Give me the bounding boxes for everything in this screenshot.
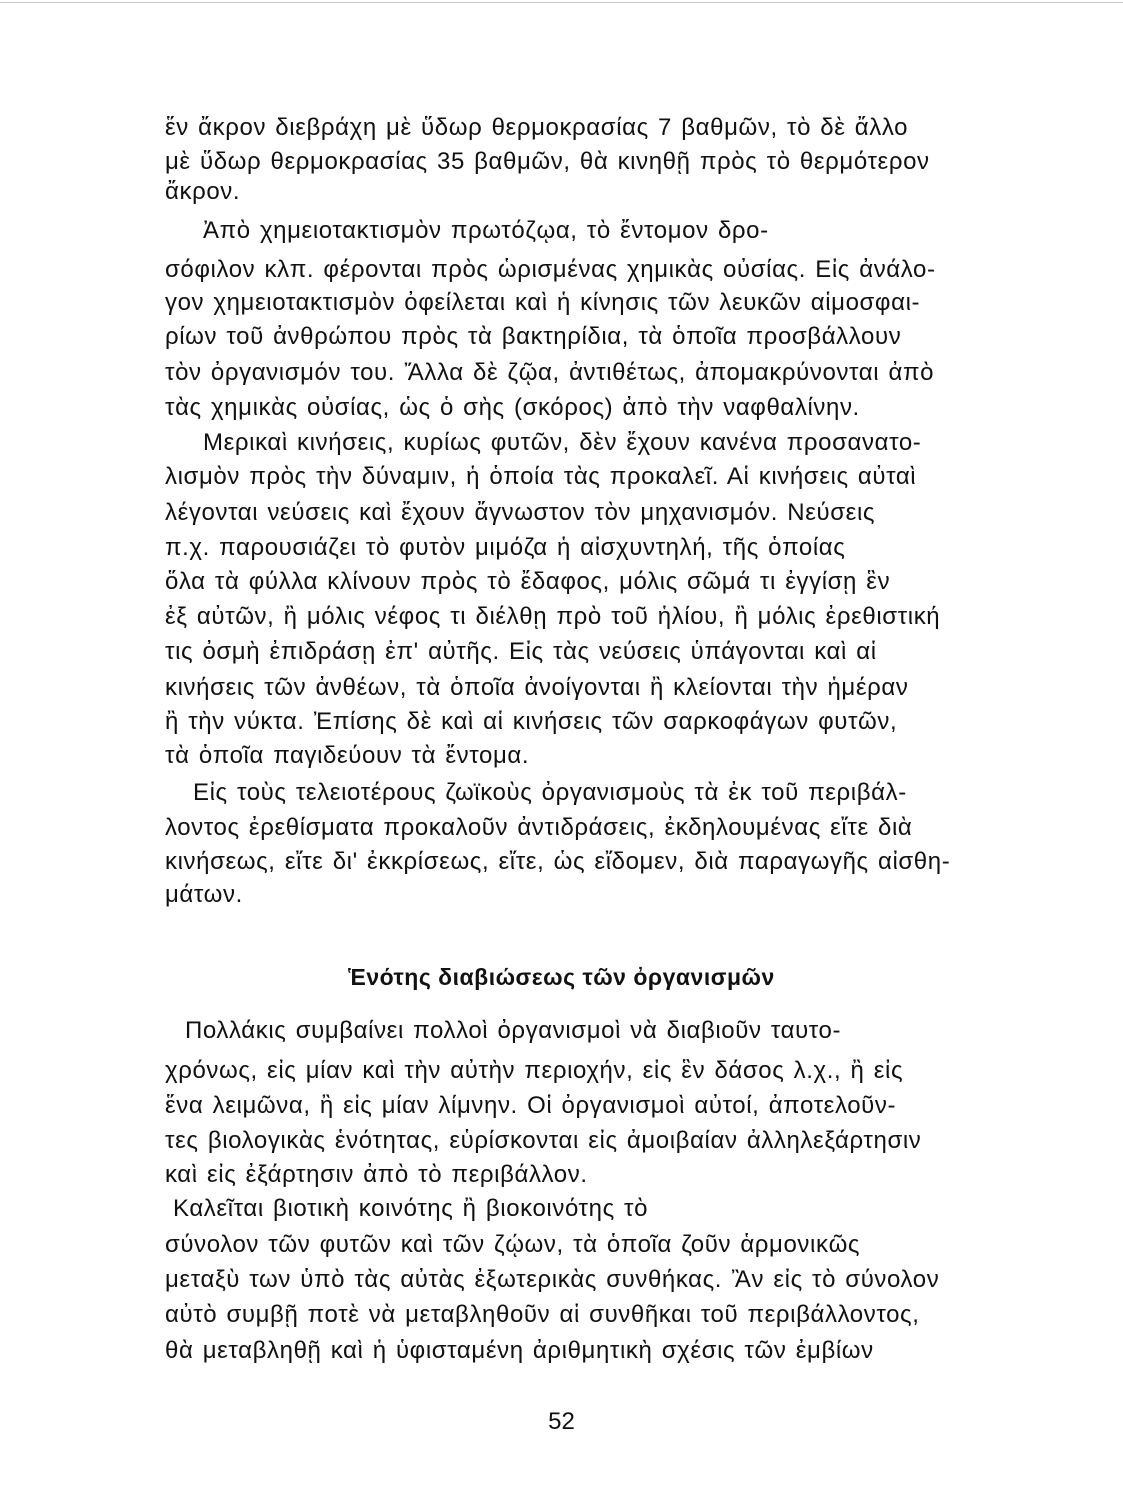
text-line: ὅλα τὰ φύλλα κλίνουν πρὸς τὸ ἔδαφος, μόλις σῶμά τι ἐγγίσῃ ἓν [165, 568, 891, 595]
text-line: μάτων. [165, 881, 243, 908]
text-line: τες βιολογικὰς ἑνότητας, εὑρίσκονται εἰς ἀμοιβαίαν ἀλληλεξάρτησιν [165, 1127, 922, 1154]
text-line: Πολλάκις συμβαίνει πολλοὶ ὀργανισμοὶ νὰ διαβιοῦν ταυτο- [185, 1017, 842, 1044]
text-line: λοντος ἐρεθίσματα προκαλοῦν ἀντιδράσεις, ἐκδηλουμένας εἴτε διὰ [165, 814, 913, 841]
page-number: 52 [548, 1408, 575, 1435]
text-line: π.χ. παρουσιάζει τὸ φυτὸν μιμόζα ἡ αἰσχυντηλή, τῆς ὁποίας [165, 534, 846, 561]
text-line: καὶ εἰς ἐξάρτησιν ἀπὸ τὸ περιβάλλον. [165, 1161, 588, 1188]
text-line: ἄκρον. [165, 178, 241, 205]
text-line: ἐξ αὐτῶν, ἢ μόλις νέφος τι διέλθῃ πρὸ τοῦ ἡλίου, ἢ μόλις ἐρεθιστική [165, 603, 941, 630]
text-line: λέγονται νεύσεις καὶ ἔχουν ἄγνωστον τὸν μηχανισμόν. Νεύσεις [165, 499, 876, 526]
text-line: τις ὀσμὴ ἐπιδράσῃ ἐπ' αὐτῆς. Εἰς τὰς νεύσεις ὑπάγονται καὶ αἱ [165, 638, 877, 665]
text-line: Εἰς τοὺς τελειοτέρους ζωϊκοὺς ὀργανισμοὺς τὰ ἐκ τοῦ περιβάλ- [193, 779, 907, 806]
text-line: λισμὸν πρὸς τὴν δύναμιν, ἡ ὁποία τὰς προκαλεῖ. Αἱ κινήσεις αὐταὶ [165, 463, 917, 490]
text-line: ἕνα λειμῶνα, ἢ εἰς μίαν λίμνην. Οἱ ὀργανισμοὶ αὐτοί, ἀποτελοῦν- [165, 1092, 897, 1119]
text-line: κινήσεις τῶν ἀνθέων, τὰ ὁποῖα ἀνοίγονται ἢ κλείονται τὴν ἡμέραν [165, 674, 909, 701]
text-line: μὲ ὕδωρ θερμοκρασίας 35 βαθμῶν, θὰ κινηθῇ πρὸς τὸ θερμότερον [165, 148, 930, 175]
text-line: τὰ ὁποῖα παγιδεύουν τὰ ἔντομα. [165, 742, 530, 769]
section-heading: Ἑνότης διαβιώσεως τῶν ὀργανισμῶν [348, 964, 775, 990]
text-line: μεταξὺ των ὑπὸ τὰς αὐτὰς ἐξωτερικὰς συνθήκας. Ἂν εἰς τὸ σύνολον [165, 1266, 940, 1293]
text-line: κινήσεως, εἴτε δι' ἐκκρίσεως, εἴτε, ὡς εἴδομεν, διὰ παραγωγῆς αἰσθη- [165, 848, 951, 875]
text-line: γον χημειοτακτισμὸν ὀφείλεται καὶ ἡ κίνησις τῶν λευκῶν αἱμοσφαι- [165, 289, 921, 316]
text-line: σύνολον τῶν φυτῶν καὶ τῶν ζῴων, τὰ ὁποῖα ζοῦν ἁρμονικῶς [165, 1231, 861, 1258]
text-line: ἕν ἄκρον διεβράχη μὲ ὕδωρ θερμοκρασίας 7 βαθμῶν, τὸ δὲ ἄλλο [165, 114, 909, 141]
text-line: σόφιλον κλπ. φέρονται πρὸς ὡρισμένας χημικὰς οὐσίας. Εἰς ἀνάλο- [165, 256, 936, 283]
text-line: χρόνως, εἰς μίαν καὶ τὴν αὐτὴν περιοχήν, εἰς ἓν δάσος λ.χ., ἢ εἰς [165, 1057, 904, 1084]
text-line: ρίων τοῦ ἀνθρώπου πρὸς τὰ βακτηρίδια, τὰ ὁποῖα προσβάλλουν [165, 323, 902, 350]
text-line: Ἀπὸ χημειοτακτισμὸν πρωτόζῳα, τὸ ἔντομον δρο- [203, 217, 769, 244]
scan-edge-line [0, 2, 1123, 3]
text-line: ἢ τὴν νύκτα. Ἐπίσης δὲ καὶ αἱ κινήσεις τῶν σαρκοφάγων φυτῶν, [165, 708, 898, 735]
text-line: αὐτὸ συμβῇ ποτὲ νὰ μεταβληθοῦν αἱ συνθῆκαι τοῦ περιβάλλοντος, [165, 1301, 920, 1328]
text-line: τὰς χημικὰς οὐσίας, ὡς ὁ σὴς (σκόρος) ἀπὸ τὴν ναφθαλίνην. [165, 394, 860, 421]
text-line: Μερικαὶ κινήσεις, κυρίως φυτῶν, δὲν ἔχουν κανένα προσανατο- [203, 429, 922, 456]
text-line: τὸν ὀργανισμόν του. Ἄλλα δὲ ζῷα, ἀντιθέτως, ἀπομακρύνονται ἀπὸ [165, 359, 935, 386]
text-line: Καλεῖται βιοτικὴ κοινότης ἢ βιοκοινότης τὸ [173, 1195, 649, 1222]
text-line: θὰ μεταβληθῇ καὶ ἡ ὑφισταμένη ἀριθμητικὴ σχέσις τῶν ἐμβίων [165, 1337, 874, 1364]
